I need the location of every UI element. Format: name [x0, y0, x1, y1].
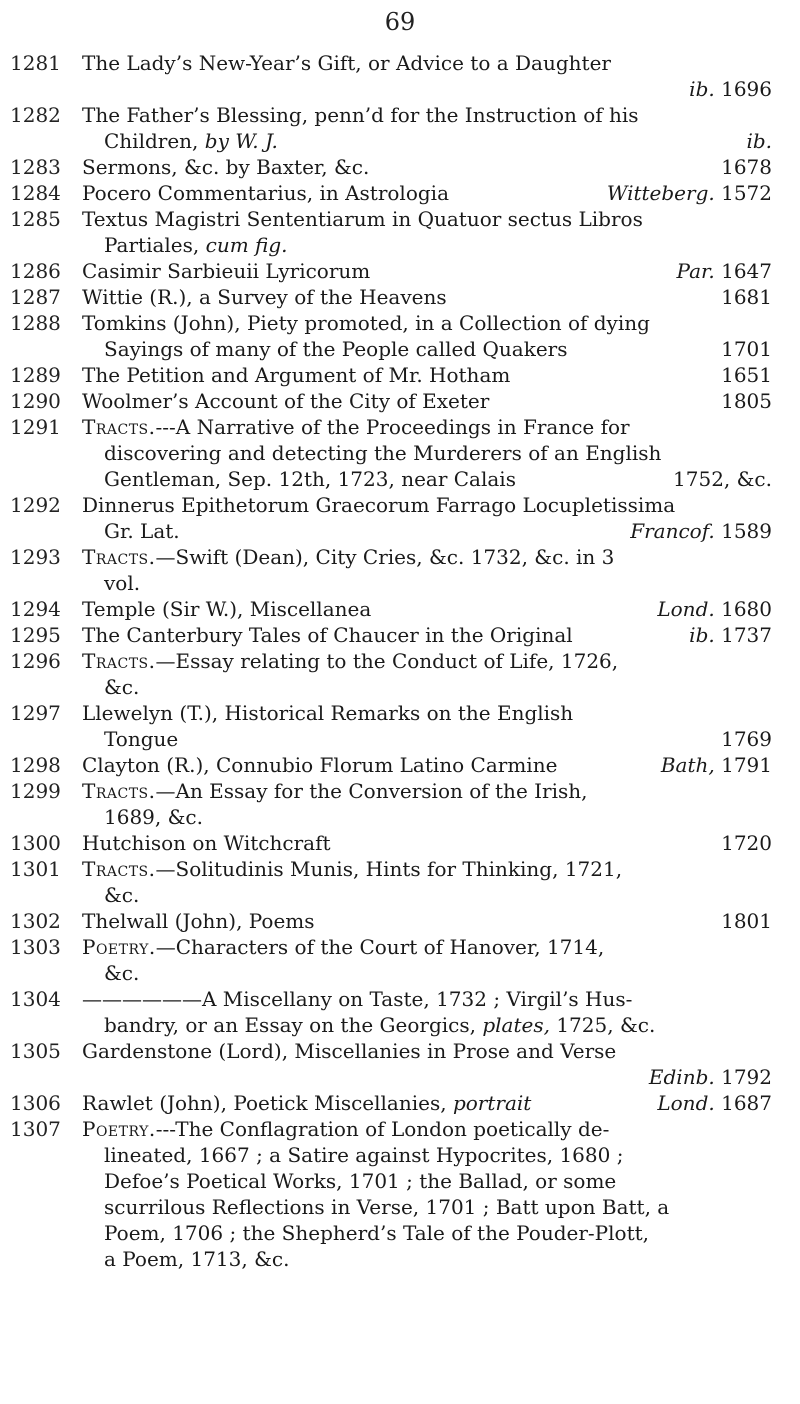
lot-number: 1306	[10, 1091, 61, 1115]
lot-number: 1303	[10, 935, 61, 959]
entry-year: 1701	[721, 337, 772, 361]
lot-number: 1289	[10, 363, 61, 387]
entry-text: lineated, 1667 ; a Satire against Hypocrites, 1680 ;	[104, 1143, 624, 1167]
entry-year: 1737	[721, 623, 772, 647]
entry-text: a Poem, 1713, &c.	[104, 1247, 290, 1271]
entry-title: Llewelyn (T.), Historical Remarks on the English	[82, 701, 574, 725]
entry-text: scurrilous Reflections in Verse, 1701 ; Batt upon Batt, a	[104, 1195, 670, 1219]
catalogue-entry-1296	[10, 648, 772, 700]
entry-title: Sermons, &c. by Baxter, &c.	[82, 155, 370, 179]
entry-title: —Characters of the Court of Hanover, 1714,	[155, 935, 605, 959]
entry-heading: Poetry.	[82, 1117, 156, 1141]
lot-number: 1302	[10, 909, 61, 933]
entry-place: ib.	[689, 77, 715, 101]
lot-number: 1291	[10, 415, 61, 439]
catalogue-entry-1303	[10, 934, 772, 986]
catalogue-entry-1299	[10, 778, 772, 830]
catalogue-entry-1306	[10, 1090, 772, 1116]
entry-title: —Swift (Dean), City Cries, &c. 1732, &c. in 3	[155, 545, 615, 569]
entry-title: —An Essay for the Conversion of the Irish,	[155, 779, 588, 803]
catalogue-entry-1284	[10, 180, 772, 206]
entry-title: Textus Magistri Sententiarum in Quatuor sectus Libros	[82, 207, 643, 231]
entry-place: ib.	[689, 623, 715, 647]
entry-title: Wittie (R.), a Survey of the Heavens	[82, 285, 447, 309]
entry-text: discovering and detecting the Murderers of an English	[104, 441, 662, 465]
entry-heading: Tracts.	[82, 857, 156, 881]
entry-year: 1720	[721, 831, 772, 855]
entry-year: 1752, &c.	[673, 467, 772, 491]
lot-number: 1295	[10, 623, 61, 647]
entry-text: &c.	[104, 883, 140, 907]
entry-title: The Father’s Blessing, penn’d for the Instruction of his	[82, 103, 639, 127]
lot-number: 1292	[10, 493, 61, 517]
lot-number: 1304	[10, 987, 61, 1011]
entry-text: Tongue	[104, 727, 179, 751]
entry-place: Bath,	[660, 753, 715, 777]
entry-text: &c.	[104, 961, 140, 985]
entry-year: 1681	[721, 285, 772, 309]
entry-year: 1678	[721, 155, 772, 179]
catalogue-entry-1290	[10, 388, 772, 414]
catalogue-entry-1302	[10, 908, 772, 934]
catalogue-entry-1281	[10, 50, 772, 102]
entry-place: Par.	[676, 259, 715, 283]
catalogue-entry-1298	[10, 752, 772, 778]
lot-number: 1294	[10, 597, 61, 621]
catalogue-entry-1297	[10, 700, 772, 752]
lot-number: 1290	[10, 389, 61, 413]
entry-year: 1792	[721, 1065, 772, 1089]
lot-number: 1296	[10, 649, 61, 673]
catalogue-entry-1288	[10, 310, 772, 362]
entry-year: 1805	[721, 389, 772, 413]
catalogue-entry-1307	[10, 1116, 772, 1272]
entry-place: Lond.	[657, 1091, 715, 1115]
entry-year: 1680	[721, 597, 772, 621]
catalogue-entry-1294	[10, 596, 772, 622]
catalogue-entry-1283	[10, 154, 772, 180]
entry-title: ---A Narrative of the Proceedings in France for	[155, 415, 630, 439]
lot-number: 1300	[10, 831, 61, 855]
entry-title: —Essay relating to the Conduct of Life, 1726,	[155, 649, 619, 673]
entry-place: Witteberg.	[606, 181, 715, 205]
entry-year: 1696	[721, 77, 772, 101]
lot-number: 1281	[10, 51, 61, 75]
entry-place: ib.	[746, 129, 772, 153]
entry-place: Francof.	[630, 519, 715, 543]
entry-text: Defoe’s Poetical Works, 1701 ; the Ballad, or some	[104, 1169, 617, 1193]
entry-heading: Poetry.	[82, 935, 156, 959]
entry-place: Lond.	[657, 597, 715, 621]
entry-year: 1801	[721, 909, 772, 933]
lot-number: 1286	[10, 259, 61, 283]
entry-text: Gentleman, Sep. 12th, 1723, near Calais	[104, 467, 516, 491]
page-number: 69	[384, 8, 416, 36]
entry-text: bandry, or an Essay on the Georgics,	[104, 1013, 476, 1037]
catalogue-entry-1292	[10, 492, 772, 544]
entry-title: Tomkins (John), Piety promoted, in a Collection of dying	[82, 311, 650, 335]
entry-title: ---The Conflagration of London poetically de-	[155, 1117, 610, 1141]
entry-text: Children,	[104, 129, 199, 153]
entry-title: ——————A Miscellany on Taste, 1732 ; Virgil’s Hus-	[82, 987, 633, 1011]
entry-title: The Canterbury Tales of Chaucer in the Original	[82, 623, 573, 647]
entry-title: Thelwall (John), Poems	[82, 909, 315, 933]
entry-title: The Lady’s New-Year’s Gift, or Advice to a Daughter	[82, 51, 611, 75]
catalogue-entry-1300	[10, 830, 772, 856]
entry-title: —Solitudinis Munis, Hints for Thinking, 1721,	[155, 857, 623, 881]
entry-title: Clayton (R.), Connubio Florum Latino Carmine	[82, 753, 558, 777]
lot-number: 1307	[10, 1117, 61, 1141]
entry-title: Gardenstone (Lord), Miscellanies in Prose and Verse	[82, 1039, 617, 1063]
lot-number: 1299	[10, 779, 61, 803]
lot-number: 1288	[10, 311, 61, 335]
entry-text: Sayings of many of the People called Quakers	[104, 337, 568, 361]
entry-title: The Petition and Argument of Mr. Hotham	[82, 363, 511, 387]
entry-text: &c.	[104, 675, 140, 699]
lot-number: 1285	[10, 207, 61, 231]
lot-number: 1301	[10, 857, 61, 881]
entry-text: vol.	[104, 571, 141, 595]
catalogue-entry-1289	[10, 362, 772, 388]
catalogue-entry-1287	[10, 284, 772, 310]
catalogue-entry-1295	[10, 622, 772, 648]
entry-text: Partiales,	[104, 233, 200, 257]
entry-text: 1725, &c.	[556, 1013, 656, 1037]
entry-heading: Tracts.	[82, 545, 156, 569]
entry-title: Pocero Commentarius, in Astrologia	[82, 181, 449, 205]
entry-year: 1572	[721, 181, 772, 205]
catalogue-entry-1285	[10, 206, 772, 258]
entry-note: plates,	[482, 1013, 550, 1037]
catalogue-entry-1301	[10, 856, 772, 908]
catalogue-entry-1305	[10, 1038, 772, 1090]
entry-heading: Tracts.	[82, 649, 156, 673]
lot-number: 1298	[10, 753, 61, 777]
catalogue-entry-1282	[10, 102, 772, 154]
entry-year: 1791	[721, 753, 772, 777]
entry-heading: Tracts.	[82, 415, 156, 439]
lot-number: 1293	[10, 545, 61, 569]
entry-title: Casimir Sarbieuii Lyricorum	[82, 259, 371, 283]
entry-title: Temple (Sir W.), Miscellanea	[82, 597, 372, 621]
entry-text: Gr. Lat.	[104, 519, 180, 543]
lot-number: 1297	[10, 701, 61, 725]
entry-text: 1689, &c.	[104, 805, 203, 829]
entry-place: Edinb.	[648, 1065, 715, 1089]
catalogue-list	[10, 50, 772, 1272]
lot-number: 1305	[10, 1039, 61, 1063]
lot-number: 1284	[10, 181, 61, 205]
lot-number: 1283	[10, 155, 61, 179]
catalogue-entry-1293	[10, 544, 772, 596]
entry-note: cum fig.	[205, 233, 288, 257]
entry-heading: Tracts.	[82, 779, 156, 803]
lot-number: 1282	[10, 103, 61, 127]
catalogue-entry-1291	[10, 414, 772, 492]
entry-author: by W. J.	[204, 129, 278, 153]
catalogue-entry-1286	[10, 258, 772, 284]
entry-title: Hutchison on Witchcraft	[82, 831, 331, 855]
lot-number: 1287	[10, 285, 61, 309]
entry-year: 1647	[721, 259, 772, 283]
entry-title: Dinnerus Epithetorum Graecorum Farrago Locupletissima	[82, 493, 676, 517]
catalogue-entry-1304	[10, 986, 772, 1038]
entry-title: Woolmer’s Account of the City of Exeter	[82, 389, 490, 413]
entry-title: Rawlet (John), Poetick Miscellanies,	[82, 1091, 447, 1115]
entry-text: Poem, 1706 ; the Shepherd’s Tale of the Pouder-Plott,	[104, 1221, 650, 1245]
entry-year: 1687	[721, 1091, 772, 1115]
entry-year: 1769	[721, 727, 772, 751]
entry-year: 1589	[721, 519, 772, 543]
entry-year: 1651	[721, 363, 772, 387]
entry-note: portrait	[452, 1091, 532, 1115]
